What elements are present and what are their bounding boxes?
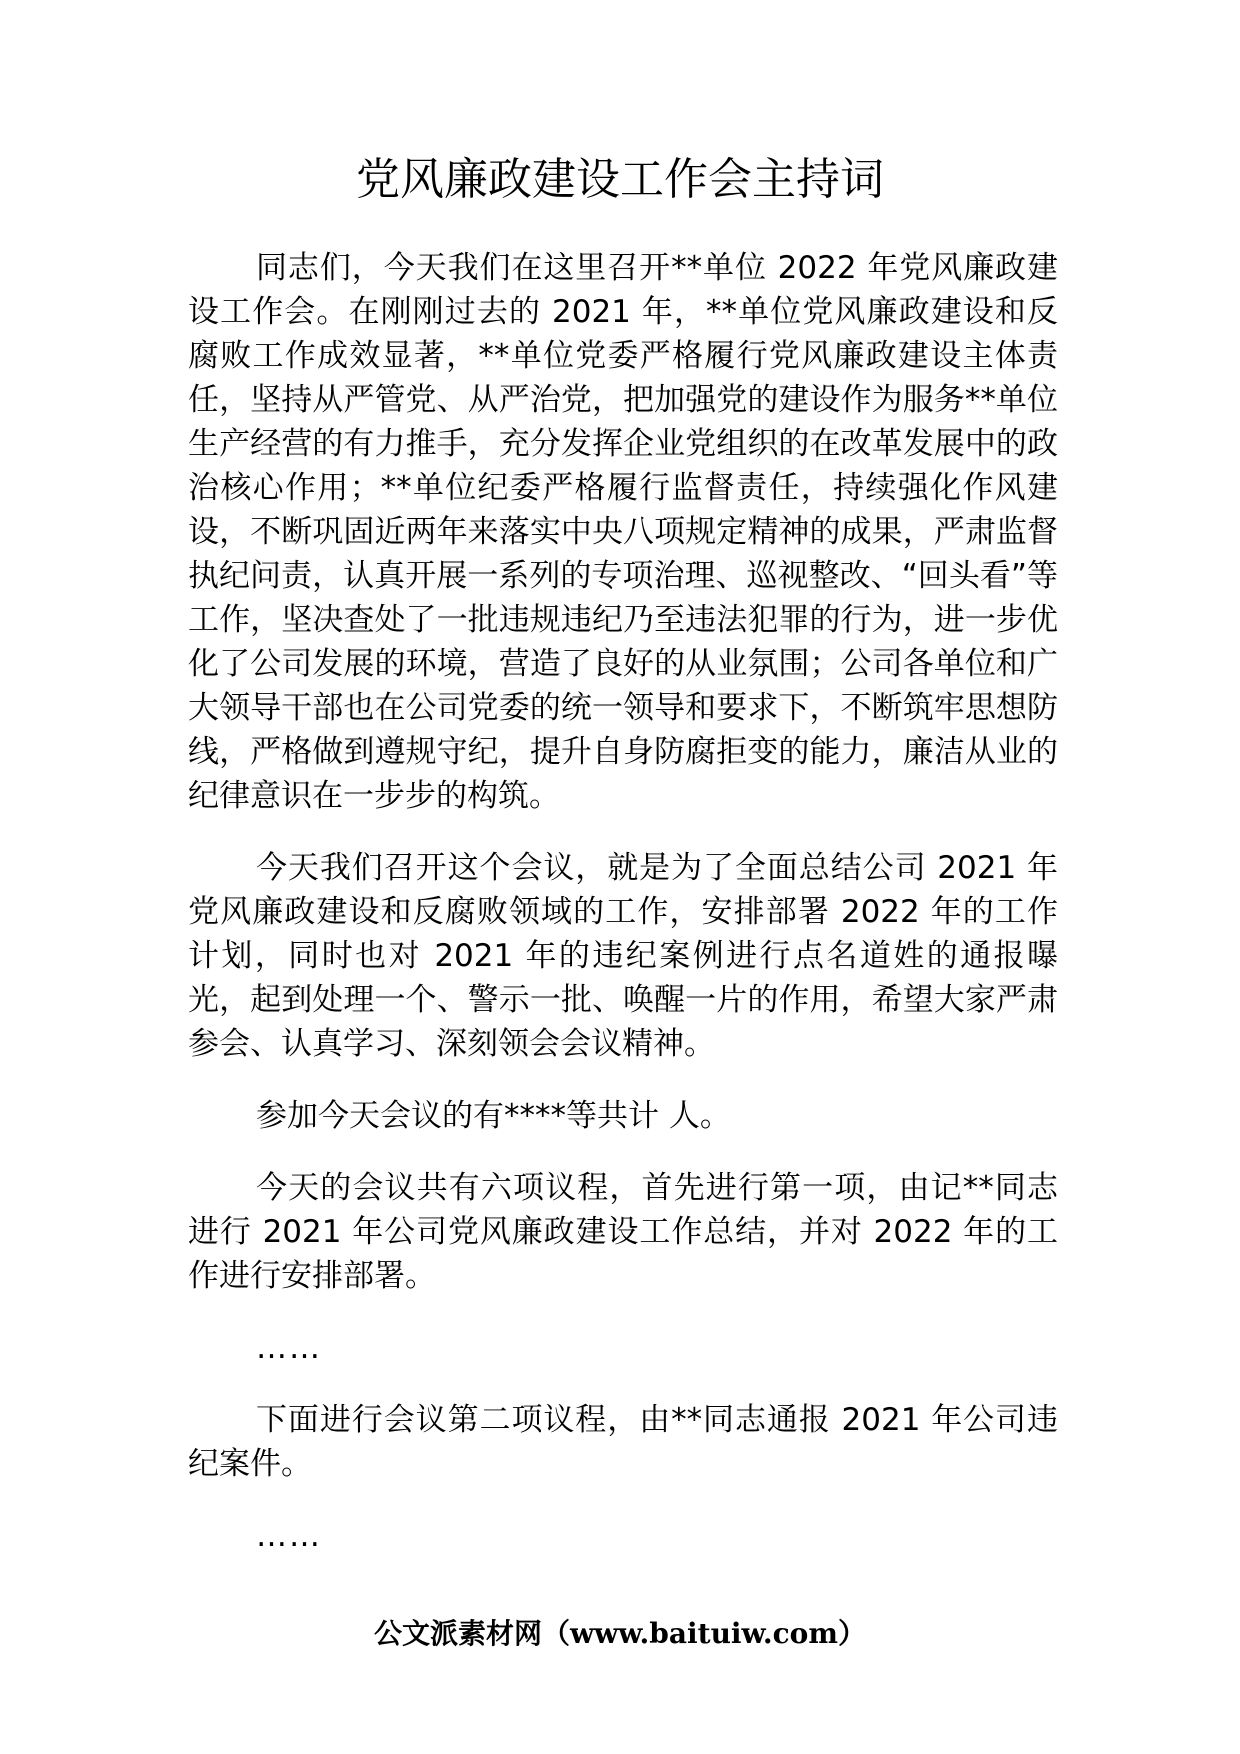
- paragraph-opening: 同志们，今天我们在这里召开**单位 2022 年党风廉政建设工作会。在刚刚过去的 2021 年，**单位党风廉政建设和反腐败工作成效显著，**单位党委严格履行党风廉政建设主体责任，坚持从严管党、从严治党，把加强党的建设作为服务**单位生产经营的有力推手，充分发挥企业党组织的在改革发展中的政治核心作用；**单位纪委严格履行监督责任，持续强化作风建设，不断巩固近两年来落实中央八项规定精神的成果，严肃监督执纪问责，认真开展一系列的专项治理、巡视整改、“回头看”等工作，坚决查处了一批违规违纪乃至违法犯罪的行为，进一步优化了公司发展的环境，营造了良好的从业氛围；公司各单位和广大领导干部也在公司党委的统一领导和要求下，不断筑牢思想防线，严格做到遵规守纪，提升自身防腐拒变的能力，廉洁从业的纪律意识在一步步的构筑。: [188, 250, 1058, 814]
- paragraph-ellipsis-1: ……: [256, 1330, 322, 1366]
- document-body: [188, 246, 1058, 1586]
- paragraph-ellipsis-2: ……: [256, 1518, 322, 1554]
- paragraph-agenda-item-1: 今天的会议共有六项议程，首先进行第一项，由记**同志进行 2021 年公司党风廉政建设工作总结，并对 2022 年的工作进行安排部署。: [188, 1170, 1058, 1294]
- document-title: 党风廉政建设工作会主持词: [356, 154, 884, 205]
- footer-source: 公文派素材网（www.baituiw.com）: [374, 1617, 866, 1650]
- paragraph-purpose: 今天我们召开这个会议，就是为了全面总结公司 2021 年党风廉政建设和反腐败领域的工作，安排部署 2022 年的工作计划，同时也对 2021 年的违纪案例进行点名道姓的通报曝光，起到处理一个、警示一批、唤醒一片的作用，希望大家严肃参会、认真学习、深刻领会会议精神。: [188, 850, 1058, 1062]
- paragraph-attendees: 参加今天会议的有****等共计 人。: [256, 1098, 731, 1134]
- paragraph-agenda-item-2: 下面进行会议第二项议程，由**同志通报 2021 年公司违纪案件。: [188, 1402, 1058, 1482]
